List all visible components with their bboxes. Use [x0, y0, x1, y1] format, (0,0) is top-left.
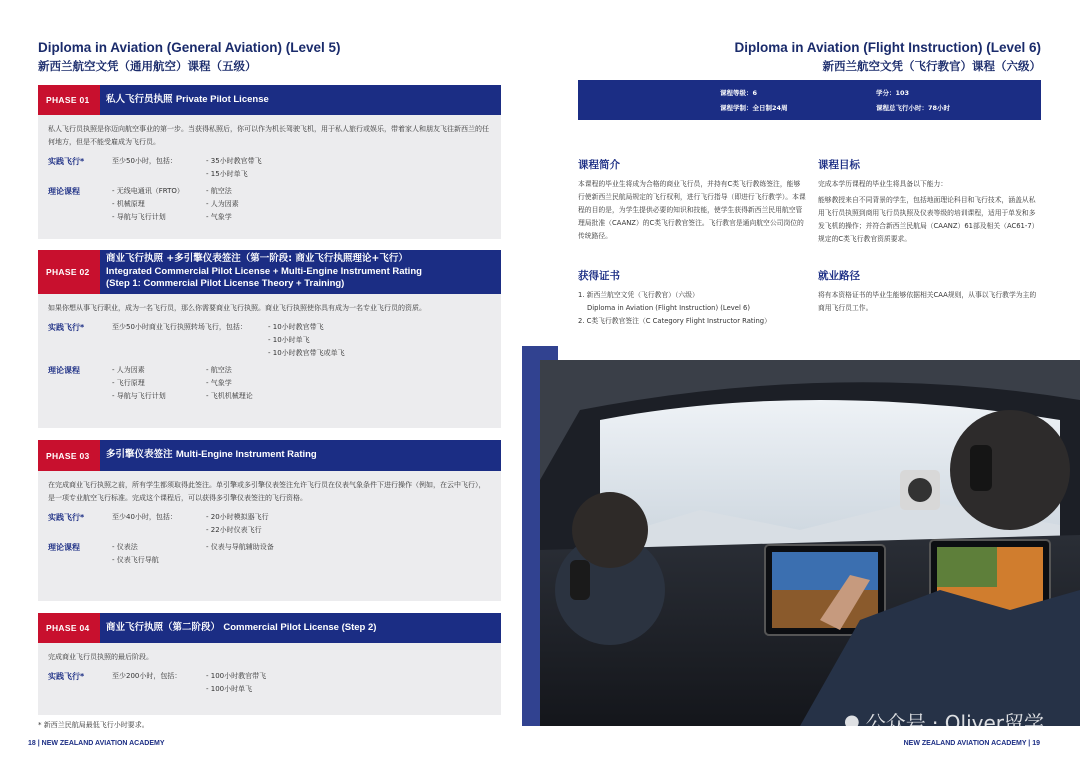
phase-03-desc: 在完成商业飞行执照之前，所有学生都须取得此签注。单引擎或多引擎仪表签注允许飞行员在仪表气象条件下进行操作（例如，在云中飞行），是一项专业航空飞行标准。完成这个课程后，可以获得多引擎仪表签注的飞行资格。: [48, 481, 486, 502]
footer-right: NEW ZEALAND AVIATION ACADEMY | 19: [903, 740, 1040, 747]
theory-col1: [112, 541, 206, 567]
theory-col2: [206, 541, 274, 567]
practice-intro: 至少50小时商业飞行执照转场飞行，包括：: [112, 322, 247, 331]
phase-02-body: [38, 294, 501, 428]
phase-04-tag: PHASE 04: [38, 613, 100, 643]
practice-label: 实践飞行*: [48, 156, 85, 166]
phase-03-practice-row: [48, 511, 491, 537]
phase-02-desc: 如果你想从事飞行职业，成为一名飞行员，那么你需要商业飞行执照。商业飞行执照使你具有成为一名专业飞行员的资质。: [48, 304, 426, 312]
theory-item: - 人为因素: [112, 365, 145, 374]
theory-item: - 气象学: [206, 378, 232, 387]
practice-items: [206, 670, 266, 696]
theory-label: 理论课程: [48, 186, 80, 196]
theory-item: - 气象学: [206, 212, 232, 221]
phase-01-header: [38, 85, 501, 115]
right-title-en: Diploma in Aviation (Flight Instruction) (Level 6): [734, 40, 1041, 55]
right-title-zh: 新西兰航空文凭（飞行教官）课程（六级）: [822, 59, 1041, 73]
intro-section: [578, 157, 806, 243]
phase-03-tag: PHASE 03: [38, 440, 100, 471]
wechat-icon: ●: [843, 711, 860, 732]
practice-item: - 10小时教官带飞: [268, 322, 324, 331]
practice-label: 实践飞行*: [48, 322, 85, 332]
phase-01-title: [100, 94, 275, 107]
theory-item: - 飞机机械理论: [206, 391, 253, 400]
cockpit-illustration: [540, 360, 1080, 726]
practice-item: - 10小时教官带飞或单飞: [268, 348, 345, 357]
phase-03-body: [38, 471, 501, 601]
cert-section: [578, 268, 806, 328]
intro-text: 本课程的毕业生将成为合格的商业飞行员，并持有C类飞行教练签注，能够行使新西兰民航局规定的飞行权利，进行飞行指导（即进行飞行教学）。本课程的目的是，为学生提供必要的知识和技能，使学生获得新西兰民用航空管理局批准（CAANZ）的C类飞行教官签注。飞行教官是通向航空公司岗位的传统路径。: [578, 180, 806, 240]
left-page-title: [38, 40, 341, 74]
practice-items: [268, 321, 345, 360]
practice-item: - 35小时教官带飞: [206, 156, 262, 165]
left-title-en: Diploma in Aviation (General Aviation) (Level 5): [38, 40, 341, 55]
info-hours: 课程总飞行小时：78小时: [876, 104, 951, 112]
footer-left: 18 | NEW ZEALAND AVIATION ACADEMY: [28, 740, 165, 747]
goal-text: 能够教授来自不同背景的学生，包括地面理论科目和飞行技术，涵盖从私用飞行员执照到商用飞行员执照及仪表等级的培训课程，适用于单发和多发飞机的操作；并符合新西兰民航局（CAANZ）61部及相关（AC61-7）规定的C类飞行教官资质要求。: [818, 195, 1039, 243]
practice-intro: 至少40小时，包括：: [112, 512, 177, 521]
phase-03-theory-row: [48, 541, 491, 567]
phase-01-practice-row: [48, 155, 491, 181]
practice-intro: 至少50小时，包括：: [112, 156, 177, 165]
cert-item: Diploma in Aviation (Flight Instruction) (Level 6): [587, 303, 750, 312]
theory-item: - 导航与飞行计划: [112, 212, 166, 221]
phase-04-practice-row: [48, 670, 491, 696]
phase-03-title: [100, 449, 323, 462]
phase-04-title-en: Commercial Pilot License (Step 2): [223, 621, 377, 633]
practice-items: [206, 511, 269, 537]
phase-01-tag: PHASE 01: [38, 85, 100, 115]
theory-item: - 人为因素: [206, 199, 239, 208]
phase-04-desc: 完成商业飞行员执照的最后阶段。: [48, 653, 153, 661]
practice-item: - 100小时教官带飞: [206, 671, 267, 680]
phase-04-body: [38, 643, 501, 715]
phase-02-practice-row: [48, 321, 491, 360]
cert-item: 1. 新西兰航空文凭（飞行教官）（六级）: [578, 291, 699, 299]
right-page-title: [734, 40, 1041, 74]
footnote: * 新西兰民航局最低飞行小时要求。: [38, 721, 149, 729]
phase-02-title-en: Integrated Commercial Pilot License + Multi-Engine Instrument Rating: [106, 265, 422, 277]
theory-label: 理论课程: [48, 542, 80, 552]
phase-02-header: [38, 250, 501, 294]
info-credits: 学分：103: [876, 89, 910, 97]
phase-02-theory-row: [48, 364, 491, 403]
watermark-text: 公众号 · Oliver留学: [865, 711, 1044, 735]
cert-title: 获得证书: [578, 270, 620, 282]
theory-item: - 仪表与导航辅助设备: [206, 542, 274, 551]
phase-02-title-zh: 商业飞行执照 +多引擎仪表签注（第一阶段: 商业飞行执照理论+飞行）: [106, 252, 408, 264]
theory-col2: [206, 364, 253, 403]
phase-01-body: [38, 115, 501, 239]
theory-item: - 无线电通讯（FRTO）: [112, 186, 184, 195]
practice-item: - 20小时模拟器飞行: [206, 512, 269, 521]
phase-01-title-zh: 私人飞行员执照: [106, 93, 173, 105]
theory-item: - 仪表飞行导航: [112, 555, 159, 564]
theory-item: - 飞行原理: [112, 378, 145, 387]
career-text: 将有本资格证书的毕业生能够依据相关CAA规则，从事以飞行教学为主的商用飞行员工作。: [818, 291, 1037, 312]
theory-item: - 航空法: [206, 365, 232, 374]
career-section: [818, 268, 1042, 315]
theory-item: - 航空法: [206, 186, 232, 195]
course-info-box: [578, 80, 1041, 120]
theory-col1: [112, 185, 206, 224]
info-level: 课程等级：6: [720, 89, 758, 97]
theory-label: 理论课程: [48, 365, 80, 375]
career-title: 就业路径: [818, 270, 860, 282]
practice-label: 实践飞行*: [48, 512, 85, 522]
intro-title: 课程简介: [578, 159, 620, 171]
goal-intro: 完成本学历课程的毕业生将具备以下能力：: [818, 180, 948, 188]
theory-col2: [206, 185, 239, 224]
phase-01-desc: 私人飞行员执照是你迈向航空事业的第一步。当获得私照后，你可以作为机长驾驶飞机，用于私人旅行或娱乐，带着家人和朋友飞往新西兰的任何地方，但是不能受雇成为飞行员。: [48, 125, 489, 146]
phase-04-title-zh: 商业飞行执照（第二阶段）: [106, 621, 221, 633]
cert-item: 2. C类飞行教官签注（C Category Flight Instructor Rating）: [578, 316, 771, 325]
phase-03-title-zh: 多引擎仪表签注: [106, 449, 173, 461]
phase-01-title-en: Private Pilot License: [175, 93, 269, 105]
practice-item: - 22小时仪表飞行: [206, 525, 262, 534]
phase-02-title-en2: (Step 1: Commercial Pilot License Theory + Training): [106, 278, 345, 290]
left-title-zh: 新西兰航空文凭（通用航空）课程（五级）: [38, 59, 257, 73]
practice-items: [206, 155, 262, 181]
theory-item: - 仪表法: [112, 542, 138, 551]
info-duration: 课程学制：全日制24周: [720, 104, 788, 112]
phase-03-header: [38, 440, 501, 471]
practice-intro: 至少200小时，包括：: [112, 671, 182, 680]
phase-02-tag: PHASE 02: [38, 250, 100, 294]
practice-label: 实践飞行*: [48, 671, 85, 681]
watermark: [844, 707, 1044, 736]
phase-04-title: [100, 622, 382, 635]
practice-item: - 100小时单飞: [206, 684, 253, 693]
goal-section: [818, 157, 1042, 246]
theory-item: - 导航与飞行计划: [112, 391, 166, 400]
theory-col1: [112, 364, 206, 403]
cockpit-photo: [540, 360, 1080, 726]
practice-item: - 10小时单飞: [268, 335, 310, 344]
theory-item: - 机械原理: [112, 199, 145, 208]
phase-01-theory-row: [48, 185, 491, 224]
phase-03-title-en: Multi-Engine Instrument Rating: [175, 449, 317, 461]
goal-title: 课程目标: [818, 159, 860, 171]
cockpit-photo-block: [522, 346, 1080, 726]
practice-item: - 15小时单飞: [206, 169, 248, 178]
phase-04-header: [38, 613, 501, 643]
phase-02-title: [100, 253, 428, 291]
